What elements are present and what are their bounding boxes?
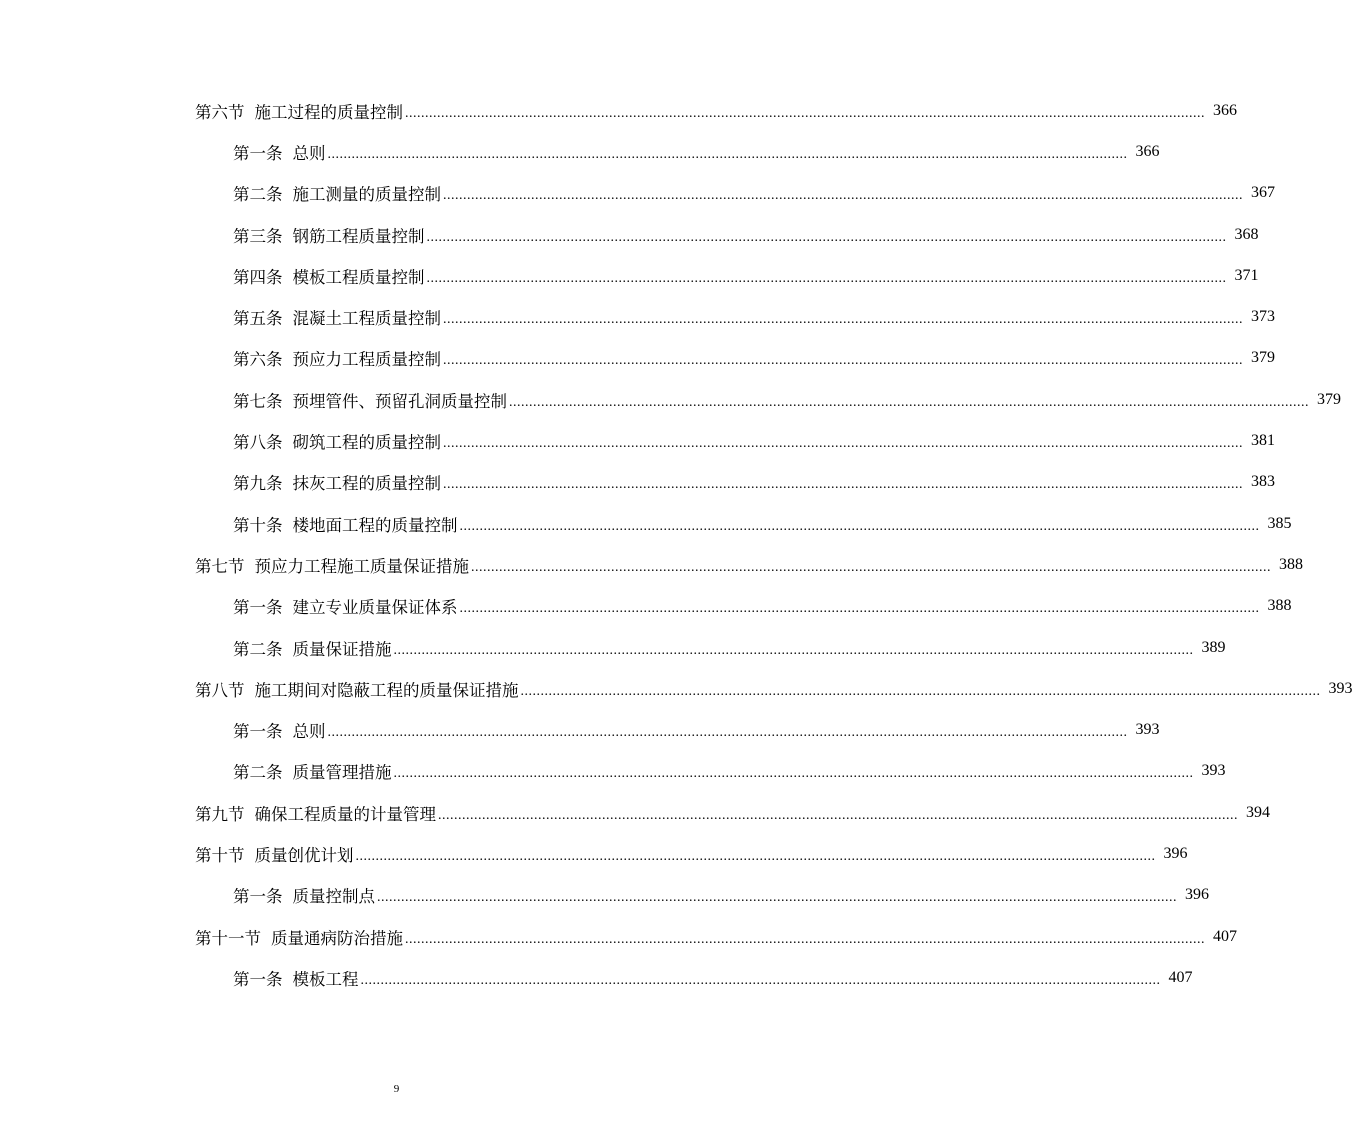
toc-entry-title: 抹灰工程的质量控制 [292, 474, 441, 494]
toc-dot-leader: ........................................................................................................................................................................................................ [438, 807, 1238, 823]
toc-entry-page: 385 [1267, 514, 1292, 532]
toc-dot-leader: ........................................................................................................................................................................................................ [520, 683, 1321, 699]
toc-dot-leader: ........................................................................................................................................................................................................ [459, 601, 1260, 617]
toc-entry-title: 施工期间对隐蔽工程的质量保证措施 [254, 680, 519, 700]
toc-dot-leader: ........................................................................................................................................................................................................ [327, 146, 1128, 162]
toc-entry-page: 366 [1213, 101, 1237, 119]
toc-entry-prefix: 第一条 [233, 598, 283, 618]
toc-entry-prefix: 第一条 [233, 969, 283, 989]
toc-entry-page: 368 [1234, 225, 1259, 243]
toc-article-entry[interactable] [0, 255, 1259, 296]
toc-entry-title: 模板工程 [292, 969, 359, 989]
toc-entry-prefix: 第七节 [195, 556, 245, 576]
toc-article-entry[interactable] [0, 751, 1226, 792]
toc-entry-title: 模板工程质量控制 [292, 267, 425, 287]
toc-article-entry[interactable] [0, 338, 1275, 379]
toc-article-entry[interactable] [0, 957, 1193, 998]
toc-dot-leader: ........................................................................................................................................................................................................ [443, 312, 1243, 328]
toc-entry-prefix: 第十节 [195, 845, 245, 865]
toc-entry-title: 总则 [292, 143, 326, 163]
toc-section-entry[interactable] [0, 833, 1188, 874]
toc-entry-title: 预应力工程质量控制 [292, 350, 441, 370]
toc-entry-title: 施工测量的质量控制 [292, 185, 441, 205]
toc-entry-title: 质量保证措施 [292, 639, 392, 659]
toc-entry-title: 预应力工程施工质量保证措施 [254, 556, 469, 576]
toc-section-entry[interactable] [0, 916, 1237, 957]
toc-entry-page: 383 [1251, 473, 1275, 491]
toc-entry-title: 质量管理措施 [292, 763, 392, 783]
toc-entry-page: 393 [1201, 762, 1226, 780]
toc-dot-leader: ........................................................................................................................................................................................................ [471, 559, 1271, 575]
toc-entry-prefix: 第九条 [233, 474, 283, 494]
toc-entry-prefix: 第八条 [233, 433, 283, 453]
toc-entry-title: 质量控制点 [292, 887, 375, 907]
toc-article-entry[interactable] [0, 627, 1226, 668]
toc-dot-leader: ........................................................................................................................................................................................................ [360, 972, 1161, 988]
toc-entry-page: 396 [1185, 886, 1209, 904]
toc-entry-title: 砌筑工程的质量控制 [292, 433, 441, 453]
toc-entry-page: 371 [1234, 266, 1259, 284]
toc-dot-leader: ........................................................................................................................................................................................................ [393, 642, 1194, 658]
toc-article-entry[interactable] [0, 420, 1275, 461]
toc-entry-title: 混凝土工程质量控制 [292, 309, 441, 329]
toc-entry-prefix: 第十条 [233, 515, 283, 535]
toc-dot-leader: ........................................................................................................................................................................................................ [443, 188, 1243, 204]
toc-article-entry[interactable] [0, 875, 1209, 916]
toc-article-entry[interactable] [0, 709, 1160, 750]
toc-dot-leader: ........................................................................................................................................................................................................ [459, 518, 1260, 534]
toc-entry-title: 建立专业质量保证体系 [292, 598, 458, 618]
toc-entry-prefix: 第二条 [233, 763, 283, 783]
toc-entry-page: 393 [1135, 721, 1160, 739]
toc-section-entry[interactable] [0, 544, 1303, 585]
page-number: 9 [393, 1083, 400, 1095]
toc-entry-prefix: 第三条 [233, 226, 283, 246]
toc-dot-leader: ........................................................................................................................................................................................................ [327, 725, 1128, 741]
toc-dot-leader: ........................................................................................................................................................................................................ [426, 270, 1227, 286]
toc-article-entry[interactable] [0, 503, 1292, 544]
toc-dot-leader: ........................................................................................................................................................................................................ [509, 394, 1309, 410]
toc-dot-leader: ........................................................................................................................................................................................................ [443, 436, 1243, 452]
toc-entry-page: 393 [1328, 679, 1353, 697]
toc-entry-prefix: 第四条 [233, 267, 283, 287]
toc-entry-prefix: 第二条 [233, 185, 283, 205]
toc-dot-leader: ........................................................................................................................................................................................................ [443, 477, 1243, 493]
toc-entry-page: 379 [1251, 349, 1275, 367]
toc-entry-title: 钢筋工程质量控制 [292, 226, 425, 246]
toc-entry-page: 379 [1317, 390, 1341, 408]
toc-entry-prefix: 第一条 [233, 887, 283, 907]
toc-entry-page: 381 [1251, 432, 1275, 450]
toc-entry-page: 389 [1201, 638, 1226, 656]
toc-dot-leader: ........................................................................................................................................................................................................ [377, 890, 1177, 906]
toc-entry-prefix: 第二条 [233, 639, 283, 659]
toc-article-entry[interactable] [0, 214, 1259, 255]
toc-article-entry[interactable] [0, 462, 1275, 503]
toc-entry-title: 质量创优计划 [254, 845, 354, 865]
toc-dot-leader: ........................................................................................................................................................................................................ [405, 931, 1205, 947]
toc-article-entry[interactable] [0, 173, 1275, 214]
toc-entry-prefix: 第一条 [233, 143, 283, 163]
toc-entry-page: 394 [1246, 803, 1270, 821]
toc-dot-leader: ........................................................................................................................................................................................................ [426, 229, 1227, 245]
toc-dot-leader: ........................................................................................................................................................................................................ [443, 353, 1243, 369]
toc-entry-prefix: 第一条 [233, 722, 283, 742]
toc-section-entry[interactable] [0, 792, 1270, 833]
toc-entry-page: 388 [1267, 597, 1292, 615]
toc-entry-page: 367 [1251, 184, 1275, 202]
toc-entry-title: 总则 [292, 722, 326, 742]
toc-entry-title: 楼地面工程的质量控制 [292, 515, 458, 535]
toc-article-entry[interactable] [0, 379, 1341, 420]
toc-entry-title: 预埋管件、预留孔洞质量控制 [292, 391, 507, 411]
toc-entry-prefix: 第七条 [233, 391, 283, 411]
toc-entry-title: 施工过程的质量控制 [254, 102, 403, 122]
toc-entry-title: 确保工程质量的计量管理 [254, 804, 436, 824]
toc-dot-leader: ........................................................................................................................................................................................................ [393, 766, 1194, 782]
toc-article-entry[interactable] [0, 586, 1292, 627]
toc-entry-prefix: 第八节 [195, 680, 245, 700]
toc-entry-page: 407 [1213, 927, 1237, 945]
toc-entry-prefix: 第六条 [233, 350, 283, 370]
table-of-contents [0, 90, 1353, 999]
toc-entry-prefix: 第五条 [233, 309, 283, 329]
toc-entry-title: 质量通病防治措施 [271, 928, 403, 948]
toc-entry-prefix: 第九节 [195, 804, 245, 824]
toc-entry-page: 407 [1168, 968, 1193, 986]
toc-entry-page: 373 [1251, 308, 1275, 326]
toc-entry-prefix: 第六节 [195, 102, 245, 122]
toc-article-entry[interactable] [0, 131, 1160, 172]
toc-entry-page: 396 [1163, 844, 1188, 862]
toc-dot-leader: ........................................................................................................................................................................................................ [405, 105, 1205, 121]
toc-entry-page: 366 [1135, 142, 1160, 160]
toc-section-entry[interactable] [0, 90, 1237, 131]
toc-entry-page: 388 [1279, 555, 1303, 573]
toc-entry-prefix: 第十一节 [195, 928, 261, 948]
toc-dot-leader: ........................................................................................................................................................................................................ [355, 848, 1156, 864]
toc-article-entry[interactable] [0, 296, 1275, 337]
toc-section-entry[interactable] [0, 668, 1353, 709]
